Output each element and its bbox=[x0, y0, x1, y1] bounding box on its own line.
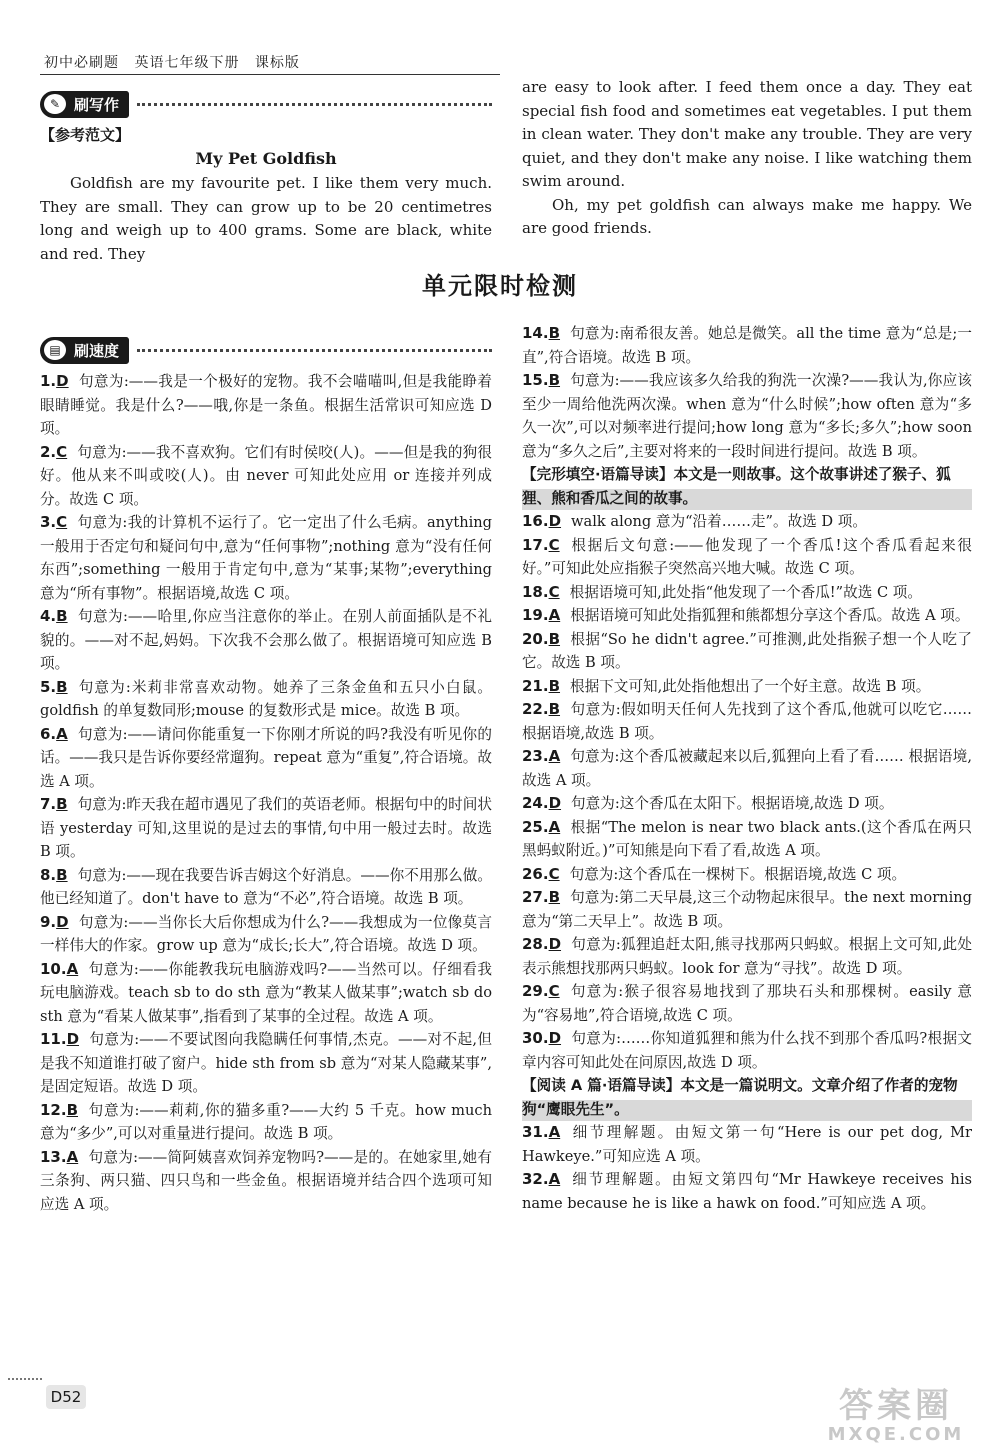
answer-item bbox=[522, 604, 972, 628]
answer-item bbox=[40, 1028, 492, 1099]
question-number: 10. bbox=[40, 959, 67, 978]
answer-letter: D bbox=[548, 1029, 562, 1047]
explanation-text: 句意为:猴子很容易地找到了那块石头和那棵树。easily 意为“容易地”,符合语境,故选 C 项。 bbox=[522, 983, 972, 1024]
right-answer-list-a bbox=[522, 322, 972, 463]
explanation-text: 句意为:米莉非常喜欢动物。她养了三条金鱼和五只小白鼠。goldfish 的单复数同形;mouse 的复数形式是 mice。故选 B 项。 bbox=[40, 678, 492, 719]
explanation-text: walk along 意为“沿着……走”。故选 D 项。 bbox=[571, 513, 867, 530]
question-number: 26. bbox=[522, 864, 549, 883]
answer-letter: C bbox=[56, 513, 68, 531]
answer-letter: C bbox=[548, 982, 560, 1000]
explanation-text: 句意为:——你能教我玩电脑游戏吗?——当然可以。仔细看我玩电脑游戏。teach sb to do sth 意为“教某人做某事”;watch sb do sth 意为“看某人做某事”,指看到了某事的全过程。故选 A 项。 bbox=[40, 960, 492, 1025]
book-icon: ▤ bbox=[44, 340, 66, 360]
header-rule bbox=[40, 74, 500, 75]
explanation-text: 句意为:狐狸追赶太阳,熊寻找那两只蚂蚁。根据上文可知,此处表示熊想找那两只蚂蚁。look for 意为“寻找”。故选 D 项。 bbox=[522, 936, 972, 977]
writing-section-right bbox=[522, 76, 972, 241]
answer-letter: A bbox=[548, 1123, 561, 1141]
answer-item bbox=[522, 1027, 972, 1074]
explanation-text: 句意为:这个香瓜在一棵树下。根据语境,故选 C 项。 bbox=[569, 865, 907, 883]
explanation-text: 句意为:——我应该多久给我的狗洗一次澡?——我认为,你应该至少一周给他洗两次澡。when 意为“什么时候”;how often 意为“多久一次”,可以对频率进行提问;how long 意为“多长;多久”;how soon 意为“多久之后”,主要对将来的一段时间进行提问。故选 B 项。 bbox=[522, 372, 972, 460]
answer-letter: A bbox=[66, 959, 79, 978]
answer-letter: C bbox=[548, 582, 560, 601]
question-number: 1. bbox=[40, 372, 57, 390]
question-number: 13. bbox=[40, 1147, 67, 1166]
header-series: 初中必刷题 bbox=[44, 55, 119, 71]
answer-letter: D bbox=[56, 912, 69, 931]
essay-paragraph-1-right: are easy to look after. I feed them once a day. They eat special fish food and sometimes eat vegetables. I put them in clean water. They don't make any trouble. They are very quiet, and they don't make any noise. I like watching them swim around. bbox=[522, 78, 972, 190]
answer-letter: B bbox=[56, 865, 68, 884]
dotted-divider bbox=[137, 349, 492, 352]
answer-letter: A bbox=[548, 606, 561, 624]
explanation-text: 根据语境可知,此处指“他发现了一个香瓜!”故选 C 项。 bbox=[569, 583, 922, 601]
answer-item bbox=[40, 723, 492, 794]
explanation-text: 句意为:假如明天任何人先找到了这个香瓜,他就可以吃它…… 根据语境,故选 B 项。 bbox=[522, 701, 972, 742]
answer-item bbox=[522, 322, 972, 369]
explanation-text: 根据下文可知,此处指他想出了一个好主意。故选 B 项。 bbox=[570, 677, 931, 695]
answer-item bbox=[40, 1146, 492, 1217]
question-number: 16. bbox=[522, 512, 549, 530]
explanation-text: 句意为:——哈里,你应当注意你的举止。在别人前面插队是不礼貌的。——对不起,妈妈。下次我不会那么做了。根据语境可知应选 B 项。 bbox=[40, 608, 492, 672]
answers-left-column bbox=[40, 336, 492, 1216]
answer-item bbox=[40, 793, 492, 864]
question-number: 3. bbox=[40, 513, 57, 531]
watermark-line-1: 答案圈 bbox=[839, 1386, 953, 1426]
answer-item bbox=[522, 863, 972, 887]
answer-item bbox=[522, 369, 972, 463]
answer-item bbox=[40, 370, 492, 441]
answer-item bbox=[40, 511, 492, 605]
question-number: 19. bbox=[522, 606, 549, 624]
question-number: 23. bbox=[522, 747, 549, 765]
answer-item bbox=[522, 534, 972, 581]
right-answer-list-c bbox=[522, 1121, 972, 1215]
question-number: 2. bbox=[40, 442, 57, 461]
answer-item bbox=[522, 933, 972, 980]
answer-letter: C bbox=[548, 864, 560, 883]
explanation-text: 根据后文句意:——他发现了一个香瓜!这个香瓜看起来很好。”可知此处应指猴子突然高兴地大喊。故选 C 项。 bbox=[522, 536, 972, 577]
answer-item bbox=[522, 792, 972, 816]
answer-letter: D bbox=[66, 1030, 80, 1048]
explanation-text: 句意为:我的计算机不运行了。它一定出了什么毛病。anything 一般用于否定句和疑问句中,意为“任何事物”;nothing 意为“没有任何东西”;something 一般用于肯定句中,意为“某事;某物”;everything 意为“所有事物”。根据语境,故选 C 项。 bbox=[40, 514, 492, 602]
answer-item bbox=[522, 980, 972, 1027]
page-number: D52 bbox=[46, 1385, 86, 1409]
answer-item bbox=[522, 675, 972, 699]
explanation-text: 句意为:——简阿姨喜欢饲养宠物吗?——是的。在她家里,她有三条狗、两只猫、四只鸟和一些金鱼。根据语境并结合四个选项可知应选 A 项。 bbox=[40, 1148, 492, 1213]
question-number: 27. bbox=[522, 888, 549, 906]
explanation-text: 句意为:——不要试图向我隐瞒任何事情,杰克。——对不起,但是我不知道谁打破了窗户。hide sth from sb 意为“对某人隐藏某事”,是固定短语。故选 D 项。 bbox=[40, 1031, 492, 1095]
explanation-text: 句意为:第二天早晨,这三个动物起床很早。the next morning 意为“第二天早上”。故选 B 项。 bbox=[522, 889, 972, 930]
question-number: 22. bbox=[522, 700, 549, 718]
question-number: 4. bbox=[40, 607, 57, 625]
essay-paragraph-2: Oh, my pet goldfish can always make me happy. We are good friends. bbox=[522, 195, 972, 237]
ref-label: 【参考范文】 bbox=[40, 126, 131, 144]
speed-tag-box bbox=[40, 337, 129, 364]
answer-letter: B bbox=[548, 888, 561, 906]
answer-letter: B bbox=[66, 1100, 79, 1119]
question-number: 12. bbox=[40, 1100, 67, 1119]
watermark-line-2: MXQE.COM bbox=[827, 1424, 965, 1445]
answer-item bbox=[522, 745, 972, 792]
answer-item bbox=[40, 441, 492, 512]
answer-letter: D bbox=[548, 512, 562, 530]
question-number: 11. bbox=[40, 1030, 67, 1048]
answer-letter: D bbox=[548, 794, 562, 812]
question-number: 6. bbox=[40, 724, 57, 743]
answer-item bbox=[40, 605, 492, 676]
question-number: 32. bbox=[522, 1170, 549, 1188]
answer-letter: B bbox=[548, 700, 561, 718]
essay-paragraph-1-left: Goldfish are my favourite pet. I like them very much. They are small. They can grow up to be 20 centimetres long and weigh up to 400 grams. Some are black, white and red. They bbox=[40, 174, 492, 263]
answer-item bbox=[40, 676, 492, 723]
speed-tag bbox=[40, 336, 492, 364]
pen-icon: ✎ bbox=[44, 94, 66, 114]
answer-item bbox=[40, 958, 492, 1029]
writing-tag-label: 刷写作 bbox=[74, 95, 120, 114]
question-number: 28. bbox=[522, 935, 549, 953]
explanation-text: 句意为:——现在我要告诉吉姆这个好消息。——你不用那么做。他已经知道了。don't have to 意为“不必”,符合语境。故选 B 项。 bbox=[40, 866, 492, 907]
explanation-text: 根据语境可知此处指狐狸和熊都想分享这个香瓜。故选 A 项。 bbox=[570, 607, 970, 624]
explanation-text: 句意为:昨天我在超市遇见了我们的英语老师。根据句中的时间状语 yesterday 可知,这里说的是过去的事情,句中用一般过去时。故选 B 项。 bbox=[40, 796, 492, 860]
unit-test-title: 单元限时检测 bbox=[422, 272, 578, 300]
right-answer-list-b bbox=[522, 510, 972, 1074]
explanation-text: 细节理解题。由短文第一句“Here is our pet dog, Mr Hawkeye.”可知应选 A 项。 bbox=[522, 1124, 972, 1165]
answer-letter: B bbox=[548, 676, 561, 695]
question-number: 21. bbox=[522, 676, 549, 695]
answer-letter: B bbox=[548, 371, 561, 389]
explanation-text: 句意为:——当你长大后你想成为什么?——我想成为一位像莫言一样伟大的作家。grow up 意为“成长;长大”,符合语境。故选 D 项。 bbox=[40, 913, 492, 954]
question-number: 17. bbox=[522, 535, 549, 554]
answer-item bbox=[40, 1099, 492, 1146]
answer-letter: B bbox=[56, 607, 68, 625]
explanation-text: 句意为:南希很友善。她总是微笑。all the time 意为“总是;一直”,符合语境。故选 B 项。 bbox=[522, 325, 972, 366]
cloze-guide: 【完形填空·语篇导读】本文是一则故事。这个故事讲述了猴子、狐狸、熊和香瓜之间的故事。 bbox=[522, 463, 972, 510]
answer-letter: A bbox=[548, 747, 561, 765]
answer-letter: B bbox=[548, 629, 561, 648]
answer-item bbox=[522, 510, 972, 534]
answer-letter: B bbox=[548, 324, 561, 342]
answer-item bbox=[522, 628, 972, 675]
writing-tag bbox=[40, 90, 492, 118]
question-number: 29. bbox=[522, 982, 549, 1000]
answer-item bbox=[522, 1168, 972, 1215]
explanation-text: 句意为:这个香瓜被藏起来以后,狐狸向上看了看…… 根据语境,故选 A 项。 bbox=[522, 748, 972, 789]
answer-letter: B bbox=[56, 677, 68, 696]
question-number: 24. bbox=[522, 794, 549, 812]
answer-letter: A bbox=[66, 1147, 79, 1166]
header-book: 英语七年级下册 bbox=[134, 55, 240, 71]
question-number: 8. bbox=[40, 865, 57, 884]
question-number: 25. bbox=[522, 817, 549, 836]
left-answer-list bbox=[40, 370, 492, 1216]
header-edition: 课标版 bbox=[254, 55, 300, 71]
question-number: 15. bbox=[522, 371, 549, 389]
explanation-text: 细节理解题。由短文第四句“Mr Hawkeye receives his name because he is like a hawk on food.”可知应选 A 项。 bbox=[522, 1171, 972, 1212]
running-header bbox=[44, 52, 310, 72]
reading-guide: 【阅读 A 篇·语篇导读】本文是一篇说明文。文章介绍了作者的宠物狗“鹰眼先生”。 bbox=[522, 1074, 972, 1121]
question-number: 30. bbox=[522, 1029, 549, 1047]
question-number: 31. bbox=[522, 1123, 549, 1141]
answer-letter: A bbox=[56, 724, 68, 743]
answer-letter: B bbox=[56, 795, 68, 813]
explanation-text: 句意为:这个香瓜在太阳下。根据语境,故选 D 项。 bbox=[571, 795, 894, 812]
explanation-text: 根据“The melon is near two black ants.(这个香瓜在两只黑蚂蚁附近。)”可知熊是向下看了看,故选 A 项。 bbox=[522, 818, 972, 859]
corner-dots bbox=[8, 1378, 42, 1380]
writing-section-left bbox=[40, 90, 492, 266]
answer-letter: C bbox=[548, 535, 560, 554]
answer-letter: C bbox=[56, 442, 68, 461]
answer-item bbox=[522, 1121, 972, 1168]
question-number: 14. bbox=[522, 324, 549, 342]
explanation-text: 句意为:……你知道狐狸和熊为什么找不到那个香瓜吗?根据文章内容可知此处在问原因,故选 D 项。 bbox=[522, 1030, 972, 1071]
answer-item bbox=[522, 816, 972, 863]
question-number: 9. bbox=[40, 912, 57, 931]
question-number: 20. bbox=[522, 629, 549, 648]
explanation-text: 根据“So he didn't agree.”可推测,此处指猴子想一个人吃了它。故选 B 项。 bbox=[522, 630, 972, 671]
writing-tag-box bbox=[40, 91, 129, 118]
dotted-divider bbox=[137, 103, 492, 106]
answer-item bbox=[522, 581, 972, 605]
answer-item bbox=[40, 864, 492, 911]
answers-right-column bbox=[522, 322, 972, 1215]
answer-item bbox=[40, 911, 492, 958]
answer-item bbox=[522, 698, 972, 745]
answer-letter: A bbox=[548, 817, 561, 836]
question-number: 5. bbox=[40, 677, 57, 696]
answer-item bbox=[522, 886, 972, 933]
explanation-text: 句意为:——我是一个极好的宠物。我不会喵喵叫,但是我能睁着眼睛睡觉。我是什么?——哦,你是一条鱼。根据生活常识可知应选 D 项。 bbox=[40, 373, 492, 437]
essay-title: My Pet Goldfish bbox=[195, 149, 337, 168]
question-number: 7. bbox=[40, 795, 57, 813]
question-number: 18. bbox=[522, 582, 549, 601]
speed-tag-label: 刷速度 bbox=[74, 341, 120, 360]
answer-letter: A bbox=[548, 1170, 561, 1188]
answer-letter: D bbox=[56, 372, 69, 390]
explanation-text: 句意为:——莉莉,你的猫多重?——大约 5 千克。how much 意为“多少”,可以对重量进行提问。故选 B 项。 bbox=[40, 1101, 492, 1142]
explanation-text: 句意为:——我不喜欢狗。它们有时侯咬(人)。——但是我的狗很好。他从来不叫或咬(人)。由 never 可知此处应用 or 连接并列成分。故选 C 项。 bbox=[40, 443, 492, 508]
explanation-text: 句意为:——请问你能重复一下你刚才所说的吗?我没有听见你的话。——我只是告诉你要经常遛狗。repeat 意为“重复”,符合语境。故选 A 项。 bbox=[40, 725, 492, 790]
answer-letter: D bbox=[548, 935, 562, 953]
watermark-logo bbox=[806, 1388, 986, 1448]
